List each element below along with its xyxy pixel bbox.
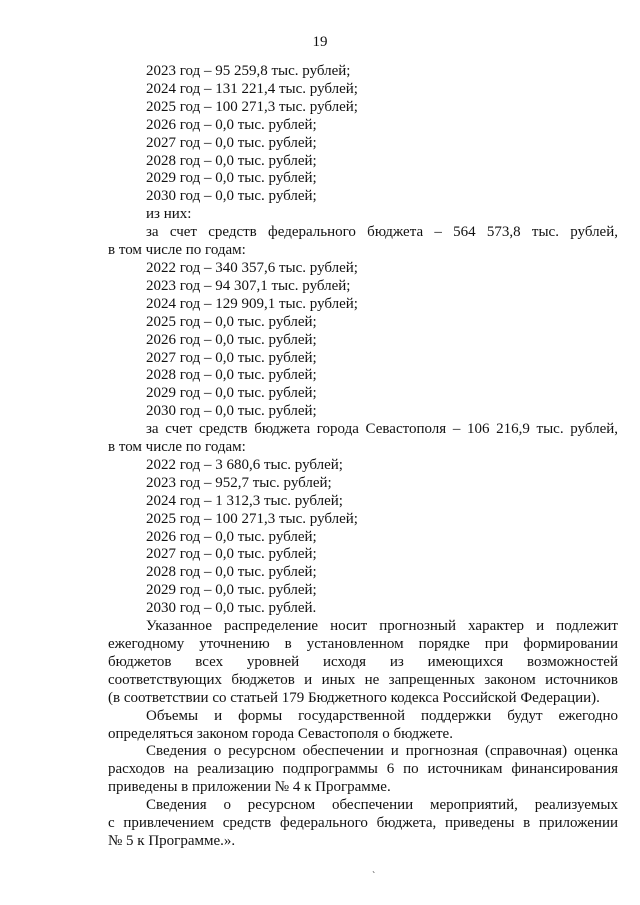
paragraph-line: Объемы и формы государственной поддержки будут ежегодно: [146, 707, 618, 724]
list-item: 2028 год – 0,0 тыс. рублей;: [146, 367, 317, 384]
list-item: 2029 год – 0,0 тыс. рублей;: [146, 582, 317, 599]
list-item: 2030 год – 0,0 тыс. рублей;: [146, 403, 317, 420]
paragraph-line: ежегодному уточнению в установленном порядке при формировании: [108, 636, 618, 652]
paragraph-distribution: [108, 618, 618, 708]
document-body: [108, 63, 618, 851]
paragraph-line: приведены в приложении № 4 к Программе.: [108, 779, 391, 796]
paragraph-federal-events: [108, 797, 618, 851]
year-list-city: [108, 457, 618, 618]
paragraph-line: с привлечением средств федерального бюджета, приведены в приложении: [108, 815, 618, 832]
list-item: 2022 год – 340 357,6 тыс. рублей;: [146, 259, 358, 276]
paragraph-line: расходов на реализацию подпрограммы 6 по источникам финансирования: [108, 761, 618, 778]
list-item: 2027 год – 0,0 тыс. рублей;: [146, 349, 317, 366]
list-item: 2023 год – 952,7 тыс. рублей;: [146, 474, 332, 491]
list-item: 2023 год – 95 259,8 тыс. рублей;: [146, 63, 351, 79]
list-item: 2026 год – 0,0 тыс. рублей;: [146, 116, 317, 133]
list-item: 2025 год – 100 271,3 тыс. рублей;: [146, 98, 358, 115]
paragraph-resources: [108, 743, 618, 797]
list-item: 2028 год – 0,0 тыс. рублей;: [146, 152, 317, 169]
paragraph-line: № 5 к Программе.».: [108, 832, 236, 849]
federal-budget-intro-cont: в том числе по годам:: [108, 242, 246, 259]
list-item: 2027 год – 0,0 тыс. рублей;: [146, 546, 317, 563]
paragraph-line: (в соответствии со статьей 179 Бюджетного кодекса Российской Федерации).: [108, 689, 600, 706]
city-budget-intro-cont: в том числе по годам:: [108, 439, 246, 456]
list-item: 2029 год – 0,0 тыс. рублей;: [146, 385, 317, 402]
list-item: 2024 год – 129 909,1 тыс. рублей;: [146, 295, 358, 312]
list-item: 2029 год – 0,0 тыс. рублей;: [146, 170, 317, 187]
paragraph-line: определяться законом города Севастополя о бюджете.: [108, 725, 453, 742]
paragraph-line: соответствующих бюджетов и иных не запрещенных законом источников: [108, 671, 618, 688]
footer-mark: `: [372, 871, 376, 882]
list-item: 2027 год – 0,0 тыс. рублей;: [146, 134, 317, 151]
year-list-total: [108, 63, 618, 206]
paragraph-line: Сведения о ресурсном обеспечении и прогнозная (справочная) оценка: [146, 743, 618, 760]
federal-budget-intro: за счет средств федерального бюджета – 564 573,8 тыс. рублей,: [146, 224, 618, 241]
list-item: 2024 год – 1 312,3 тыс. рублей;: [146, 492, 343, 509]
list-item: 2026 год – 0,0 тыс. рублей;: [146, 331, 317, 348]
list-item: 2025 год – 0,0 тыс. рублей;: [146, 313, 317, 330]
list-item: 2030 год – 0,0 тыс. рублей.: [146, 600, 317, 617]
year-list-federal: [108, 260, 618, 421]
paragraph-volumes: [108, 708, 618, 744]
list-item: 2028 год – 0,0 тыс. рублей;: [146, 564, 317, 581]
city-budget-intro: за счет средств бюджета города Севастополя – 106 216,9 тыс. рублей,: [146, 421, 618, 438]
list-item: 2022 год – 3 680,6 тыс. рублей;: [146, 456, 343, 473]
paragraph-line: Указанное распределение носит прогнозный характер и подлежит: [146, 618, 618, 635]
list-item: 2023 год – 94 307,1 тыс. рублей;: [146, 277, 351, 294]
list-item: 2030 год – 0,0 тыс. рублей;: [146, 188, 317, 205]
page-number: 19: [312, 34, 328, 50]
list-item: 2024 год – 131 221,4 тыс. рублей;: [146, 80, 358, 97]
list-item: 2026 год – 0,0 тыс. рублей;: [146, 528, 317, 545]
list-item: 2025 год – 100 271,3 тыс. рублей;: [146, 510, 358, 527]
paragraph-line: бюджетов всех уровней исходя из имеющихся возможностей: [108, 653, 618, 670]
from-them-label: из них:: [146, 206, 192, 223]
paragraph-line: Сведения о ресурсном обеспечении мероприятий, реализуемых: [146, 797, 618, 814]
